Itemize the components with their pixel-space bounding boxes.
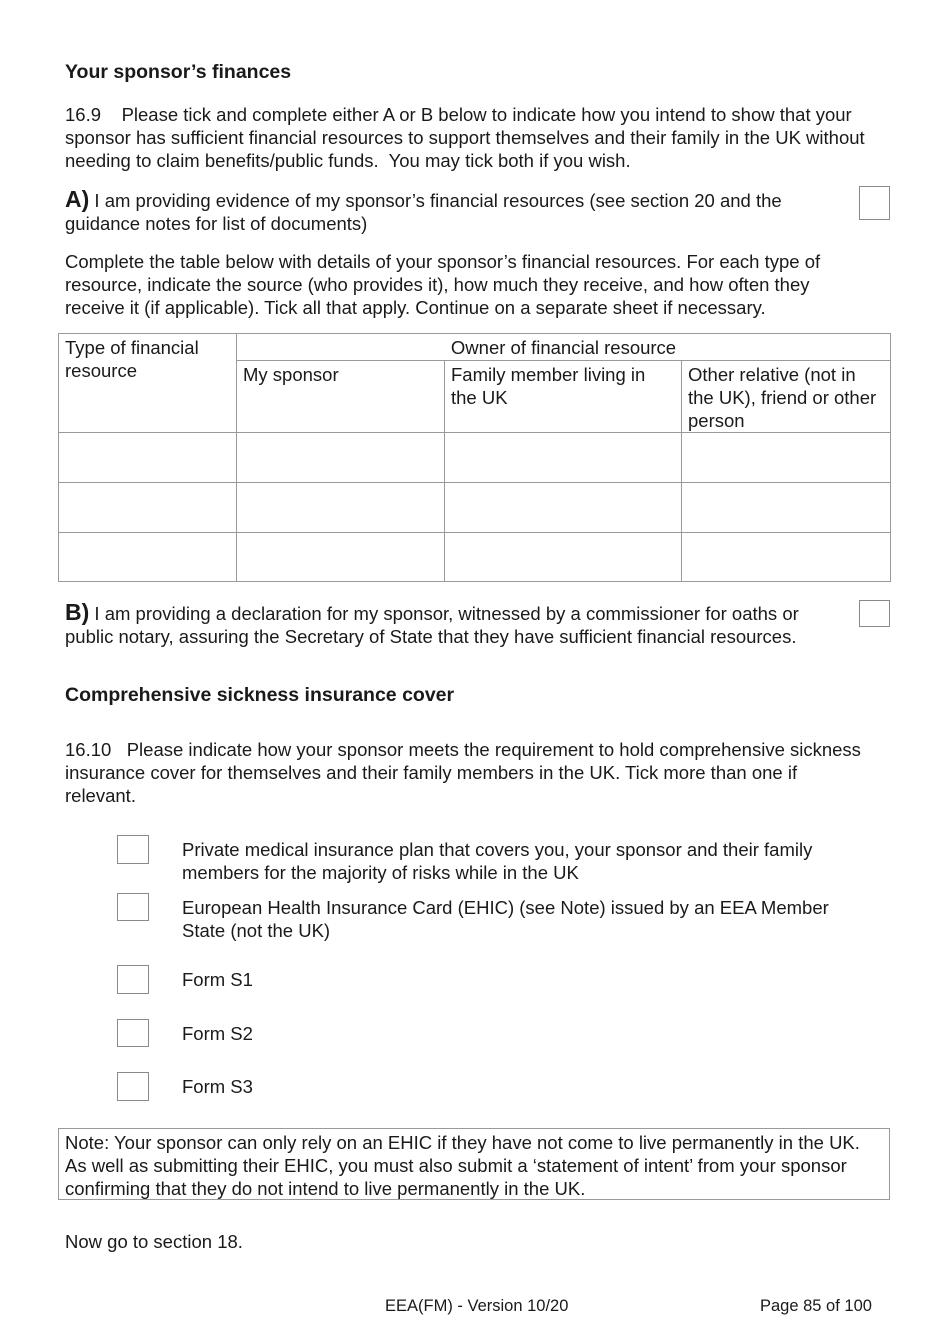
option-b-letter: B)	[65, 599, 90, 625]
question-16-9-text: 16.9 Please tick and complete either A or B below to indicate how you intend to show that your sponsor has sufficient financial resources to support themselves and their family in the UK without needing to claim benefits/public funds. You may tick both if you wish.	[65, 104, 870, 171]
insurance-option-checkbox-s3[interactable]	[117, 1072, 149, 1101]
next-step-text: Now go to section 18.	[65, 1231, 243, 1252]
table-cell-family[interactable]	[445, 433, 682, 483]
table-cell-other[interactable]	[682, 483, 891, 533]
table-cell-other[interactable]	[682, 533, 891, 582]
insurance-option-label-s1: Form S1	[182, 969, 253, 990]
header-other-person: Other relative (not in the UK), friend or other person	[682, 361, 891, 433]
table-cell-type[interactable]	[59, 483, 237, 533]
table-cell-family[interactable]	[445, 533, 682, 582]
table-cell-other[interactable]	[682, 433, 891, 483]
ehic-note-box	[58, 1128, 890, 1200]
option-a-checkbox[interactable]	[859, 186, 890, 220]
financial-resources-table	[58, 333, 891, 582]
table-cell-my-sponsor[interactable]	[237, 533, 445, 582]
table-instructions: Complete the table below with details of your sponsor’s financial resources. For each type of resource, indicate the source (who provides it), how much they receive, and how often they receive it (if applicable). Tick all that apply. Continue on a separate sheet if necessary.	[65, 251, 821, 318]
option-a-text	[65, 188, 835, 235]
section-heading-sponsor-finances: Your sponsor’s finances	[65, 61, 292, 83]
header-my-sponsor: My sponsor	[237, 361, 445, 433]
option-a-letter: A)	[65, 186, 90, 212]
table-row	[59, 533, 891, 582]
option-b-checkbox[interactable]	[859, 600, 890, 627]
insurance-option-label-ehic: European Health Insurance Card (EHIC) (see Note) issued by an EEA Member State (not the UK)	[182, 897, 829, 941]
option-b-description: I am providing a declaration for my sponsor, witnessed by a commissioner for oaths or public notary, assuring the Secretary of State that they have sufficient financial resources.	[65, 603, 799, 647]
header-family-member: Family member living in the UK	[445, 361, 682, 433]
table-cell-family[interactable]	[445, 483, 682, 533]
footer-page-number: Page 85 of 100	[760, 1297, 872, 1315]
insurance-option-label-s2: Form S2	[182, 1023, 253, 1044]
question-16-10-text: 16.10 Please indicate how your sponsor meets the requirement to hold comprehensive sickness insurance cover for themselves and their family members in the UK. Tick more than one if relevant.	[65, 739, 867, 806]
table-row	[59, 433, 891, 483]
header-type-of-resource: Type of financial resource	[59, 334, 237, 433]
table-cell-type[interactable]	[59, 433, 237, 483]
ehic-note-text: Note: Your sponsor can only rely on an EHIC if they have not come to live permanently in the UK. As well as submitting their EHIC, you must also submit a ‘statement of intent’ from your sponsor confirming that they do not intend to live permanently in the UK.	[65, 1132, 860, 1199]
insurance-option-checkbox-s1[interactable]	[117, 965, 149, 994]
footer-version: EEA(FM) - Version 10/20	[385, 1297, 569, 1315]
table-cell-my-sponsor[interactable]	[237, 433, 445, 483]
section-heading-insurance: Comprehensive sickness insurance cover	[65, 684, 455, 706]
table-cell-type[interactable]	[59, 533, 237, 582]
insurance-option-label-private: Private medical insurance plan that covers you, your sponsor and their family members for the majority of risks while in the UK	[182, 839, 813, 883]
option-b-text	[65, 601, 835, 648]
insurance-option-checkbox-private[interactable]	[117, 835, 149, 864]
header-owner-of-resource: Owner of financial resource	[237, 334, 891, 361]
insurance-option-checkbox-ehic[interactable]	[117, 893, 149, 921]
option-a-description: I am providing evidence of my sponsor’s financial resources (see section 20 and the guidance notes for list of documents)	[65, 190, 782, 234]
table-cell-my-sponsor[interactable]	[237, 483, 445, 533]
table-row	[59, 483, 891, 533]
insurance-option-label-s3: Form S3	[182, 1076, 253, 1097]
insurance-option-checkbox-s2[interactable]	[117, 1019, 149, 1047]
